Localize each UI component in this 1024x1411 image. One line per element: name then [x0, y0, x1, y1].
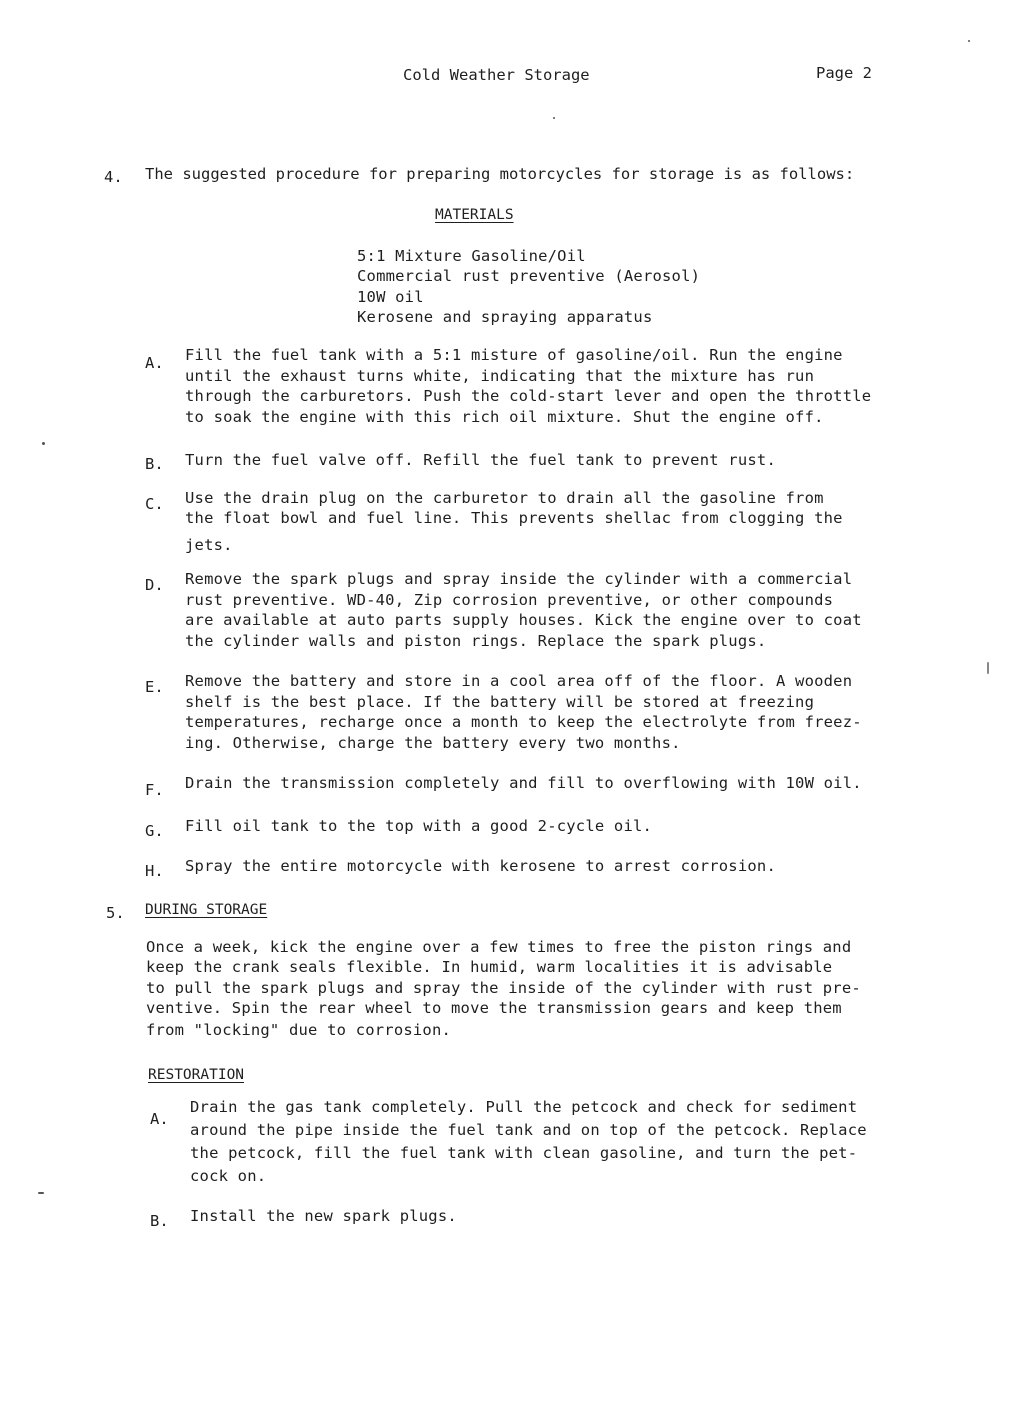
materials-heading: MATERIALS [435, 207, 514, 223]
step-line: are available at auto parts supply houses. Kick the engine over to coat [185, 611, 862, 629]
step-line: Turn the fuel valve off. Refill the fuel tank to prevent rust. [185, 451, 776, 469]
step-letter: H. [145, 862, 164, 880]
step-line: around the pipe inside the fuel tank and on top of the petcock. Replace [190, 1121, 867, 1139]
materials-item: 5:1 Mixture Gasoline/Oil [357, 247, 586, 265]
step-line: cock on. [190, 1167, 267, 1185]
step-line: through the carburetors. Push the cold-start lever and open the throttle [185, 387, 872, 405]
step-line: Drain the gas tank completely. Pull the petcock and check for sediment [190, 1098, 858, 1116]
scan-speck [38, 1192, 44, 1194]
step-line: Drain the transmission completely and fill to overflowing with 10W oil. [185, 774, 862, 792]
step-line: the petcock, fill the fuel tank with clean gasoline, and turn the pet- [190, 1144, 858, 1162]
step-line: Use the drain plug on the carburetor to drain all the gasoline from [185, 489, 824, 507]
step-letter: F. [145, 781, 164, 799]
paragraph-line: ventive. Spin the rear wheel to move the transmission gears and keep them [146, 999, 842, 1017]
step-line: the cylinder walls and piston rings. Replace the spark plugs. [185, 632, 767, 650]
step-letter: G. [145, 822, 164, 840]
step-letter: E. [145, 678, 164, 696]
step-line: jets. [185, 536, 233, 554]
paragraph-line: Once a week, kick the engine over a few times to free the piston rings and [146, 938, 852, 956]
step-line: Fill the fuel tank with a 5:1 misture of gasoline/oil. Run the engine [185, 346, 843, 364]
step-letter: A. [145, 354, 164, 372]
materials-item: Kerosene and spraying apparatus [357, 308, 653, 326]
scan-speck [968, 40, 970, 42]
step-line: the float bowl and fuel line. This prevents shellac from clogging the [185, 509, 843, 527]
step-line: shelf is the best place. If the battery will be stored at freezing [185, 693, 815, 711]
section-4-number: 4. [104, 168, 123, 186]
section-5-heading: DURING STORAGE [145, 902, 268, 918]
paragraph-line: keep the crank seals flexible. In humid, warm localities it is advisable [146, 958, 833, 976]
page-number: Page 2 [816, 64, 872, 82]
scan-speck [987, 662, 989, 674]
step-line: to soak the engine with this rich oil mixture. Shut the engine off. [185, 408, 824, 426]
page-header-title: Cold Weather Storage [403, 66, 590, 84]
step-line: Remove the battery and store in a cool area off of the floor. A wooden [185, 672, 853, 690]
scan-speck [553, 117, 555, 119]
step-letter: C. [145, 495, 164, 513]
paragraph-line: from "locking" due to corrosion. [146, 1021, 452, 1039]
section-4-intro: The suggested procedure for preparing motorcycles for storage is as follows: [145, 165, 855, 183]
step-line: rust preventive. WD-40, Zip corrosion preventive, or other compounds [185, 591, 834, 609]
materials-item: Commercial rust preventive (Aerosol) [357, 267, 701, 285]
step-line: ing. Otherwise, charge the battery every two months. [185, 734, 681, 752]
step-line: Spray the entire motorcycle with kerosene to arrest corrosion. [185, 857, 776, 875]
step-letter: A. [150, 1110, 169, 1128]
step-line: Fill oil tank to the top with a good 2-cycle oil. [185, 817, 653, 835]
section-5-number: 5. [106, 904, 125, 922]
step-line: temperatures, recharge once a month to keep the electrolyte from freez- [185, 713, 862, 731]
step-line: until the exhaust turns white, indicating that the mixture has run [185, 367, 815, 385]
step-letter: D. [145, 576, 164, 594]
step-letter: B. [150, 1212, 169, 1230]
step-letter: B. [145, 455, 164, 473]
paragraph-line: to pull the spark plugs and spray the inside of the cylinder with rust pre- [146, 979, 861, 997]
step-line: Remove the spark plugs and spray inside the cylinder with a commercial [185, 570, 853, 588]
restoration-heading: RESTORATION [148, 1067, 245, 1083]
scan-speck [42, 442, 45, 445]
step-line: Install the new spark plugs. [190, 1207, 457, 1225]
materials-item: 10W oil [357, 288, 424, 306]
